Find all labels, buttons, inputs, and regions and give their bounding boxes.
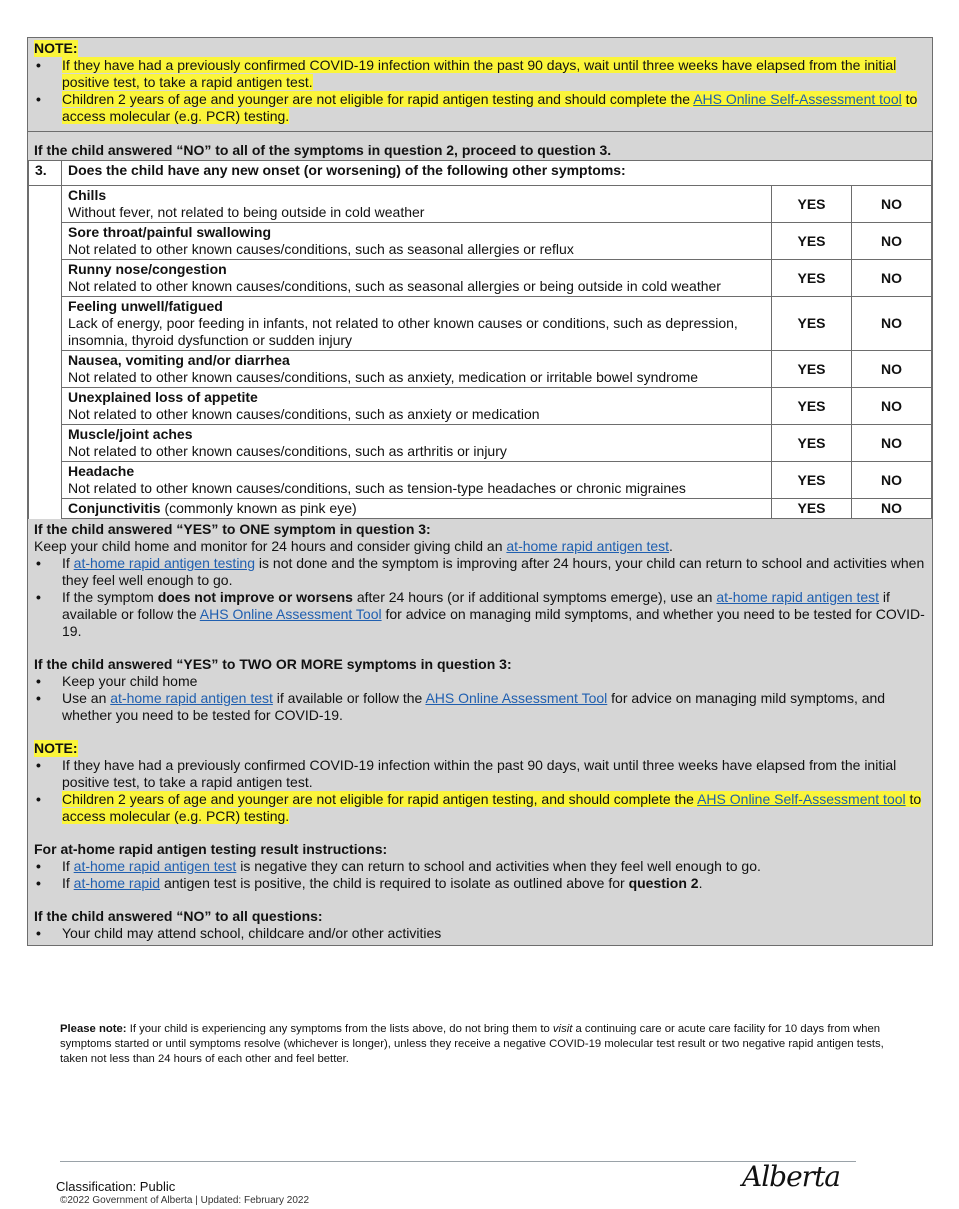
- all-no-item-1: • Your child may attend school, childcare and/or other activities: [34, 925, 926, 942]
- symptom-title: Muscle/joint aches: [68, 426, 193, 442]
- yes-option[interactable]: YES: [772, 260, 852, 297]
- question-3-text: Does the child have any new onset (or worsening) of the following other symptoms:: [62, 161, 932, 186]
- symptom-description: Not related to other known causes/conditions, such as arthritis or injury: [68, 443, 507, 459]
- symptom-row: [29, 186, 932, 223]
- symptom-description: Not related to other known causes/conditions, such as anxiety, medication or irritable bowel syndrome: [68, 369, 699, 385]
- no-option[interactable]: NO: [852, 462, 932, 499]
- note-bottom-item-2: • Children 2 years of age and younger are not eligible for rapid antigen testing, and should complete the AHS Online Self-Assessment tool to access molecular (e.g. PCR) testing.: [34, 791, 926, 825]
- question-number: 3.: [29, 161, 62, 186]
- screening-form-page: [27, 37, 933, 946]
- yes-option[interactable]: YES: [772, 186, 852, 223]
- rapid-test-link-3[interactable]: at-home rapid antigen test: [110, 690, 273, 706]
- all-no-list: [34, 925, 926, 942]
- symptom-description: Not related to other known causes/conditions, such as tension-type headaches or chronic migraines: [68, 480, 686, 496]
- yes-option[interactable]: YES: [772, 462, 852, 499]
- note-bottom-list: [34, 757, 926, 825]
- one-symptom-intro: Keep your child home and monitor for 24 hours and consider giving child an at-home rapid antigen test.: [34, 538, 673, 554]
- rapid-test-link-5[interactable]: at-home rapid: [73, 875, 161, 891]
- two-symptoms-heading: If the child answered “YES” to TWO OR MORE symptoms in question 3:: [34, 656, 512, 672]
- result-instructions-list: [34, 858, 926, 892]
- symptom-cell: [62, 351, 772, 388]
- classification-label: Classification: Public: [56, 1179, 176, 1194]
- symptom-cell: [62, 462, 772, 499]
- one-symptom-item-2: • If the symptom does not improve or worsens after 24 hours (or if additional symptoms emerge), use an at-home rapid antigen test if available or follow the AHS Online Assessment Tool for advice on managing mild symptoms, and whether you need to be tested for COVID-19.: [34, 589, 926, 640]
- symptom-description: Not related to other known causes/conditions, such as seasonal allergies or reflux: [68, 241, 574, 257]
- symptom-row: [29, 462, 932, 499]
- symptom-title: Runny nose/congestion: [68, 261, 227, 277]
- question-3-header-row: [29, 161, 932, 186]
- no-option[interactable]: NO: [852, 351, 932, 388]
- result-instructions-heading: For at-home rapid antigen testing result instructions:: [34, 841, 388, 857]
- no-option[interactable]: NO: [852, 260, 932, 297]
- rapid-test-link-4[interactable]: at-home rapid antigen test: [73, 858, 237, 874]
- result-item-1: • If at-home rapid antigen test is negative they can return to school and activities when they feel well enough to go.: [34, 858, 926, 875]
- result-item-2: • If at-home rapid antigen test is positive, the child is required to isolate as outlined above for question 2.: [34, 875, 926, 892]
- no-option[interactable]: NO: [852, 499, 932, 519]
- symptom-cell: [62, 186, 772, 223]
- instructions-section: [28, 519, 932, 945]
- symptom-title: Chills: [68, 187, 107, 203]
- no-option[interactable]: NO: [852, 186, 932, 223]
- symptom-title: Headache: [68, 463, 135, 479]
- symptom-title: Sore throat/painful swallowing: [68, 224, 272, 240]
- symptom-description: Not related to other known causes/conditions, such as seasonal allergies or being outside in cold weather: [68, 278, 721, 294]
- form-box: [27, 37, 933, 946]
- all-no-heading: If the child answered “NO” to all questions:: [34, 908, 323, 924]
- symptom-row: [29, 223, 932, 260]
- note-bottom-item-1: • If they have had a previously confirmed COVID-19 infection within the past 90 days, wait until three weeks have elapsed from the initial positive test, to take a rapid antigen test.: [34, 757, 926, 791]
- symptom-row: [29, 388, 932, 425]
- two-symptoms-list: [34, 673, 926, 724]
- yes-option[interactable]: YES: [772, 388, 852, 425]
- note-bottom-label: NOTE:: [34, 740, 78, 756]
- footer-divider: [60, 1161, 856, 1162]
- symptom-row: [29, 297, 932, 351]
- symptom-cell: [62, 425, 772, 462]
- no-option[interactable]: NO: [852, 223, 932, 260]
- ahs-self-assessment-link[interactable]: AHS Online Self-Assessment tool: [693, 91, 902, 107]
- note-top-list: [34, 57, 926, 125]
- yes-option[interactable]: YES: [772, 297, 852, 351]
- symptom-description: Without fever, not related to being outside in cold weather: [68, 204, 425, 220]
- ahs-assessment-tool-link-1[interactable]: AHS Online Assessment Tool: [199, 606, 382, 622]
- one-symptom-item-1: • If at-home rapid antigen testing is not done and the symptom is improving after 24 hours, your child can return to school and activities when they feel well enough to go.: [34, 555, 926, 589]
- symptom-row: [29, 499, 932, 519]
- alberta-logo: Alberta: [742, 1160, 840, 1193]
- note-top-label: NOTE:: [34, 40, 78, 56]
- two-symptoms-item-1: • Keep your child home: [34, 673, 926, 690]
- symptom-title: Unexplained loss of appetite: [68, 389, 258, 405]
- symptom-row: [29, 260, 932, 297]
- yes-option[interactable]: YES: [772, 425, 852, 462]
- note-top-item-2: [34, 91, 926, 125]
- ahs-self-assessment-link-2[interactable]: AHS Online Self-Assessment tool: [697, 791, 906, 807]
- symptom-title: Feeling unwell/fatigued: [68, 298, 223, 314]
- note-top-item-2-post: to access molecular (e.g. PCR) testing.: [62, 91, 918, 124]
- yes-option[interactable]: YES: [772, 351, 852, 388]
- rapid-test-link-1[interactable]: at-home rapid antigen test: [506, 538, 670, 554]
- question-3-table: [28, 160, 932, 519]
- ahs-assessment-tool-link-2[interactable]: AHS Online Assessment Tool: [425, 690, 608, 706]
- please-note-footnote: Please note: If your child is experiencing any symptoms from the lists above, do not bring them to visit a continuing care or acute care facility for 10 days from when symptoms started or until symptoms resolve (whichever is longer), unless they receive a negative COVID-19 molecular test result or two negative rapid antigen tests, taken not less than 24 hours of each other and feel better.: [60, 1023, 884, 1065]
- yes-option[interactable]: YES: [772, 223, 852, 260]
- symptom-row: [29, 425, 932, 462]
- yes-option[interactable]: YES: [772, 499, 852, 519]
- symptom-description: Lack of energy, poor feeding in infants, not related to other known causes or conditions, such as depression, insomnia, thyroid dysfunction or sudden injury: [68, 315, 738, 348]
- symptom-row: [29, 351, 932, 388]
- rapid-testing-link[interactable]: at-home rapid antigen testing: [73, 555, 256, 571]
- symptom-cell: [62, 388, 772, 425]
- one-symptom-heading: If the child answered “YES” to ONE symptom in question 3:: [34, 521, 431, 537]
- no-option[interactable]: NO: [852, 388, 932, 425]
- two-symptoms-item-2: • Use an at-home rapid antigen test if available or follow the AHS Online Assessment Tool for advice on managing mild symptoms, and whether you need to be tested for COVID-19.: [34, 690, 926, 724]
- one-symptom-list: [34, 555, 926, 640]
- no-option[interactable]: NO: [852, 297, 932, 351]
- proceed-to-question-3: If the child answered “NO” to all of the symptoms in question 2, proceed to question 3.: [28, 132, 932, 160]
- note-top-section: [28, 38, 932, 132]
- symptom-title: Nausea, vomiting and/or diarrhea: [68, 352, 290, 368]
- symptom-cell: [62, 260, 772, 297]
- no-option[interactable]: NO: [852, 425, 932, 462]
- symptom-cell: [62, 499, 772, 519]
- note-top-item-2-pre: Children 2 years of age and younger are not eligible for rapid antigen testing and should complete the: [62, 91, 694, 107]
- copyright-text: ©2022 Government of Alberta | Updated: February 2022: [60, 1195, 310, 1206]
- symptom-title: Conjunctivitis: [68, 500, 161, 516]
- symptom-cell: [62, 297, 772, 351]
- rapid-test-link-2[interactable]: at-home rapid antigen test: [716, 589, 880, 605]
- symptom-description: (commonly known as pink eye): [160, 500, 357, 516]
- symptom-description: Not related to other known causes/conditions, such as anxiety or medication: [68, 406, 540, 422]
- note-top-item-1-text: If they have had a previously confirmed COVID-19 infection within the past 90 days, wait until three weeks have elapsed from the initial positive test, to take a rapid antigen test.: [62, 57, 897, 90]
- note-top-item-1: [34, 57, 926, 91]
- symptom-cell: [62, 223, 772, 260]
